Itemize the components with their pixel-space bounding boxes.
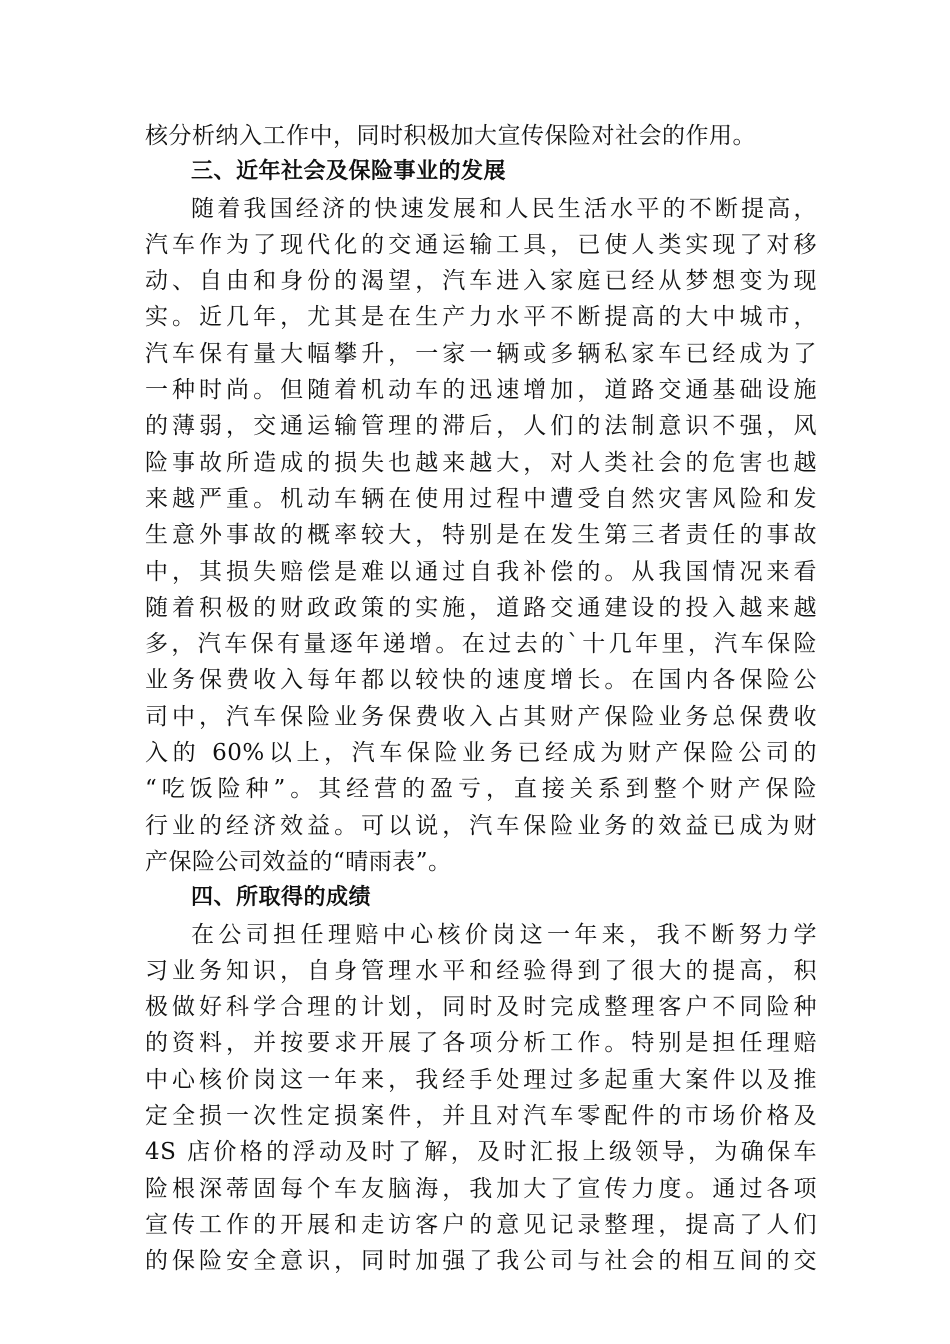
text-line: 动、自由和身份的渴望，汽车进入家庭已经从梦想变为现 xyxy=(145,268,817,295)
text-line: 一种时尚。但随着机动车的迅速增加，道路交通基础设施 xyxy=(145,377,817,404)
text-line: 4S 店价格的浮动及时了解，及时汇报上级领导，为确保车 xyxy=(145,1139,817,1166)
text-line: 险根深蒂固每个车友脑海，我加大了宣传力度。通过各项 xyxy=(145,1175,817,1202)
text-line: 宣传工作的开展和走访客户的意见记录整理，提高了人们 xyxy=(145,1211,817,1238)
text-line: 的资料，并按要求开展了各项分析工作。特别是担任理赔 xyxy=(145,1030,817,1057)
text-line: 入的 60%以上，汽车保险业务已经成为财产保险公司的 xyxy=(145,740,817,767)
text-line: 核分析纳入工作中，同时积极加大宣传保险对社会的作用。 xyxy=(145,123,756,149)
text-line: 定全损一次性定损案件，并且对汽车零配件的市场价格及 xyxy=(145,1103,817,1130)
text-line: 险事故所造成的损失也越来越大，对人类社会的危害也越 xyxy=(145,449,817,476)
text-line: 业务保费收入每年都以较快的速度增长。在国内各保险公 xyxy=(145,667,817,694)
text-line: 习业务知识，自身管理水平和经验得到了很大的提高，积 xyxy=(145,957,817,984)
text-line: 中，其损失赔偿是难以通过自我补偿的。从我国情况来看 xyxy=(145,558,817,585)
document-body xyxy=(145,118,817,1280)
section-heading-4: 四、所取得的成绩 xyxy=(191,885,372,911)
text-line: 的薄弱，交通运输管理的滞后，人们的法制意识不强，风 xyxy=(145,413,817,440)
text-line: 来越严重。机动车辆在使用过程中遭受自然灾害风险和发 xyxy=(145,485,817,512)
text-line: 产保险公司效益的“晴雨表”。 xyxy=(145,848,452,875)
text-line: “吃饭险种”。其经营的盈亏，直接关系到整个财产保险 xyxy=(145,776,817,803)
paragraph-first-line: 随着我国经济的快速发展和人民生活水平的不断提高， xyxy=(191,195,817,222)
text-line: 司中，汽车保险业务保费收入占其财产保险业务总保费收 xyxy=(145,703,817,730)
text-line: 随着积极的财政政策的实施，道路交通建设的投入越来越 xyxy=(145,594,817,621)
text-line: 极做好科学合理的计划，同时及时完成整理客户不同险种 xyxy=(145,994,817,1021)
paragraph-first-line: 在公司担任理赔中心核价岗这一年来，我不断努力学 xyxy=(191,921,817,948)
section-heading-3: 三、近年社会及保险事业的发展 xyxy=(191,159,507,185)
text-line: 多，汽车保有量逐年递增。在过去的`十几年里，汽车保险 xyxy=(145,631,817,658)
text-line: 的保险安全意识，同时加强了我公司与社会的相互间的交 xyxy=(145,1248,817,1275)
text-line: 实。近几年，尤其是在生产力水平不断提高的大中城市， xyxy=(145,304,817,331)
text-line: 中心核价岗这一年来，我经手处理过多起重大案件以及推 xyxy=(145,1066,817,1093)
text-line: 汽车作为了现代化的交通运输工具，已使人类实现了对移 xyxy=(145,231,817,258)
text-line: 生意外事故的概率较大，特别是在发生第三者责任的事故 xyxy=(145,522,817,549)
text-line: 汽车保有量大幅攀升，一家一辆或多辆私家车已经成为了 xyxy=(145,340,817,367)
text-line: 行业的经济效益。可以说，汽车保险业务的效益已成为财 xyxy=(145,812,817,839)
